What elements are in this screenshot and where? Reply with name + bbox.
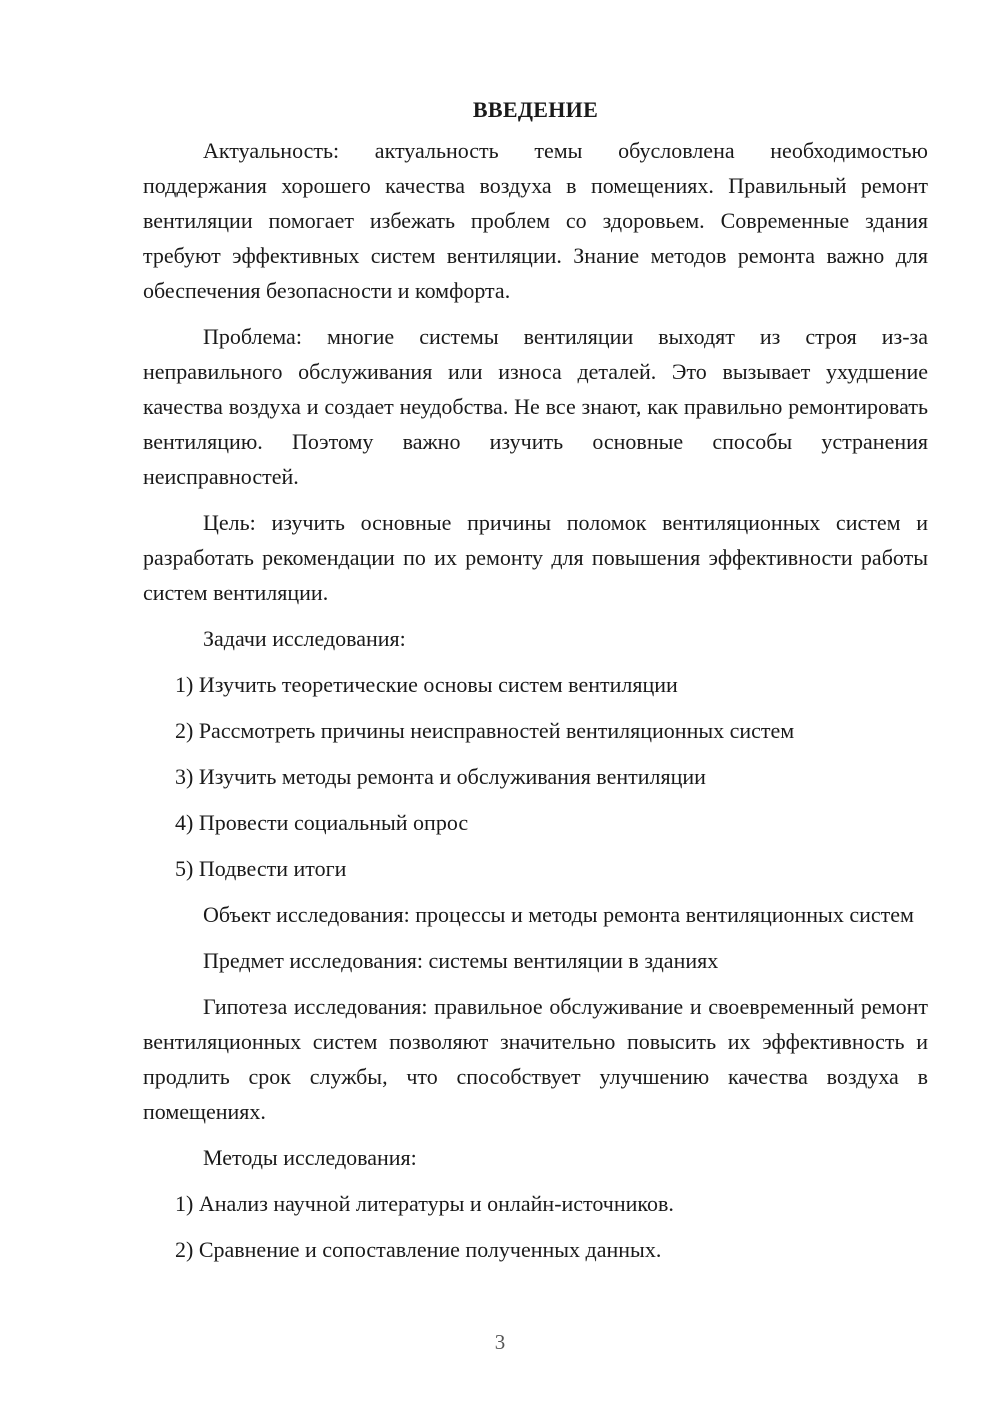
problem-paragraph: Проблема: многие системы вентиляции выходят из строя из-за неправильного обслуживания или износа деталей. Это вызывает ухудшение качества воздуха и создает неудобства. Не все знают, как правильно ремонтировать вентиляцию. Поэтому важно изучить основные способы устранения неисправностей. <box>143 324 928 489</box>
page-title: ВВЕДЕНИЕ <box>472 97 599 122</box>
list-item: 4) Провести социальный опрос <box>175 810 469 835</box>
goal-paragraph: Цель: изучить основные причины поломок вентиляционных систем и разработать рекомендации по их ремонту для повышения эффективности работы систем вентиляции. <box>143 510 928 605</box>
methods-title: Методы исследования: <box>203 1145 417 1170</box>
object-paragraph: Объект исследования: процессы и методы ремонта вентиляционных систем <box>203 902 914 927</box>
methods-list <box>143 1186 928 1267</box>
hypothesis-paragraph: Гипотеза исследования: правильное обслуживание и своевременный ремонт вентиляционных систем позволяют значительно повысить их эффективность и продлить срок службы, что способствует улучшению качества воздуха в помещениях. <box>143 994 928 1124</box>
document-page <box>143 92 928 1267</box>
list-item: 1) Изучить теоретические основы систем вентиляции <box>175 672 678 697</box>
list-item: 1) Анализ научной литературы и онлайн-источников. <box>175 1191 674 1216</box>
relevance-paragraph: Актуальность: актуальность темы обусловлена необходимостью поддержания хорошего качества воздуха в помещениях. Правильный ремонт вентиляции помогает избежать проблем со здоровьем. Современные здания требуют эффективных систем вентиляции. Знание методов ремонта важно для обеспечения безопасности и комфорта. <box>143 138 928 303</box>
list-item: 3) Изучить методы ремонта и обслуживания вентиляции <box>175 764 706 789</box>
list-item: 2) Рассмотреть причины неисправностей вентиляционных систем <box>175 718 795 743</box>
subject-paragraph: Предмет исследования: системы вентиляции в зданиях <box>203 948 719 973</box>
list-item: 2) Сравнение и сопоставление полученных данных. <box>175 1237 662 1262</box>
page-number: 3 <box>494 1330 506 1354</box>
list-item: 5) Подвести итоги <box>175 856 347 881</box>
tasks-list <box>143 667 928 886</box>
tasks-title: Задачи исследования: <box>203 626 406 651</box>
